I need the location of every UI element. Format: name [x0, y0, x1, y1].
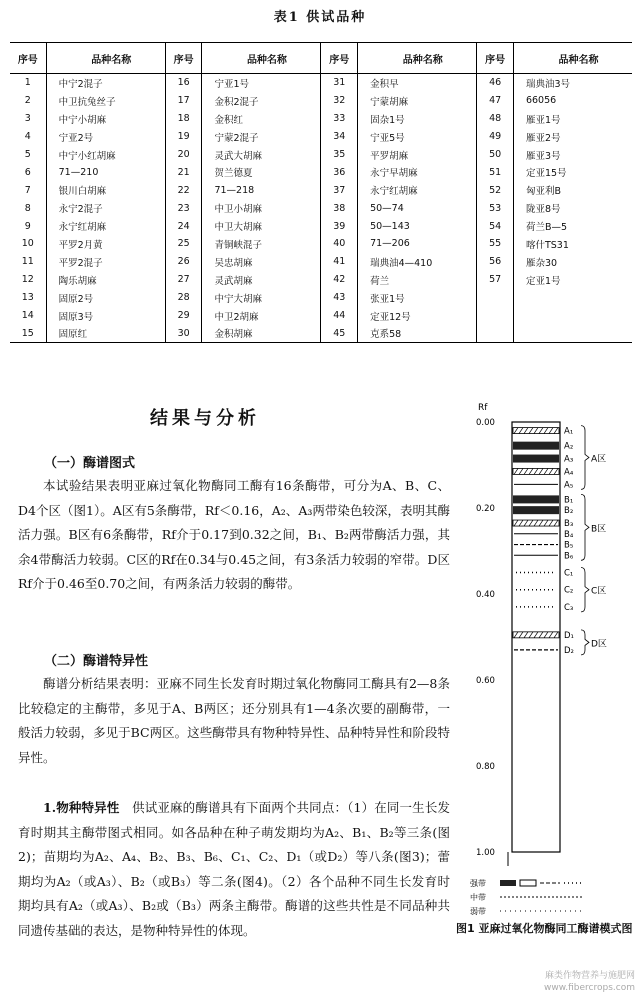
- watermark-line: 麻类作物营养与施肥网: [544, 971, 635, 981]
- cell-variety: 50—143: [358, 217, 477, 235]
- cell-number: 28: [165, 289, 202, 307]
- cell-number: 35: [321, 146, 358, 164]
- zone-label: D区: [591, 639, 607, 650]
- cell-number: 12: [21, 274, 34, 286]
- cell-number: 14: [21, 310, 34, 322]
- cell-number: 55: [477, 235, 514, 253]
- cell-variety: 中宁小胡麻: [46, 110, 165, 128]
- cell-variety: [513, 307, 632, 325]
- cell-number: 27: [165, 271, 202, 289]
- table-row: [10, 181, 632, 199]
- cell-number: 45: [321, 324, 358, 342]
- cell-variety: 灵武胡麻: [202, 271, 321, 289]
- cell-number: 29: [165, 307, 202, 325]
- cell-number: 46: [477, 74, 514, 92]
- column-header-number: 序号: [477, 43, 514, 74]
- axis-label: Rf: [478, 403, 488, 413]
- zone-bracket: [581, 568, 589, 612]
- cell-variety: 雁亚3号: [513, 146, 632, 164]
- cell-variety: 固杂1号: [358, 110, 477, 128]
- tick-label: 1.00: [476, 848, 495, 858]
- cell-number: 56: [477, 253, 514, 271]
- cell-number: 26: [165, 253, 202, 271]
- cell-number: 31: [321, 74, 358, 92]
- cell-number: 17: [165, 92, 202, 110]
- band-label: C₁: [564, 568, 574, 579]
- cell-variety: 金积2混子: [202, 92, 321, 110]
- watermark-line: www.fibercrops.com: [544, 983, 635, 993]
- cell-variety: 平罗2混子: [46, 253, 165, 271]
- band-strong: [513, 495, 559, 503]
- table-header-row: [10, 43, 632, 74]
- band-label: A₄: [564, 467, 574, 478]
- cell-variety: 喀什TS31: [513, 235, 632, 253]
- cell-number: [477, 324, 514, 342]
- cell-variety: 宁蒙胡麻: [358, 92, 477, 110]
- cell-number: 51: [477, 163, 514, 181]
- cell-variety: 银川白胡麻: [46, 181, 165, 199]
- zone-bracket: [581, 494, 589, 560]
- table-title: 表1 供试品种: [273, 10, 367, 25]
- tick-label: 0.60: [476, 676, 495, 686]
- band-label: B₅: [564, 540, 574, 551]
- table-row: [10, 163, 632, 181]
- cell-variety: 中宁大胡麻: [202, 289, 321, 307]
- cell-variety: 宁亚5号: [358, 128, 477, 146]
- cell-number: 11: [21, 256, 34, 268]
- paragraph-zymogram-specificity: 酶谱分析结果表明：亚麻不同生长发育时期过氧化物酶同工酶具有2—8条比较稳定的主酶带，多见于A、B两区；还分别具有1—4条次要的副酶带，一般活力较弱，多见于BC两区。这些酶带具有物种特异性、品种特异性和阶段特异性。: [18, 676, 450, 765]
- zymogram-diagram: [470, 400, 640, 920]
- paragraph-zymogram-pattern: 本试验结果表明亚麻过氧化物酶同工酶有16条酶带，可分为A、B、C、D4个区（图1）。A区有5条酶带，Rf＜0.16，A₂、A₃两带染色较深，表明其酶活力强。B区有6条酶带，Rf介于0.17到0.32之间，B₁、B₂两带酶活力强，其余4带酶活力较弱。C区的Rf在0.34与0.45之间，有3条活力较弱的窄带。D区Rf介于0.46至0.70之间，有两条活力较弱的酶带。: [18, 478, 450, 591]
- cell-variety: 永宁红胡麻: [358, 181, 477, 199]
- cell-number: 49: [477, 128, 514, 146]
- cell-number: 37: [321, 181, 358, 199]
- cell-number: 7: [24, 184, 31, 196]
- cell-variety: 固原3号: [46, 307, 165, 325]
- cell-number: 41: [321, 253, 358, 271]
- cell-number: 36: [321, 163, 358, 181]
- band-label: B₂: [564, 506, 574, 517]
- cell-variety: 71—210: [46, 163, 165, 181]
- table-row: [10, 74, 632, 92]
- cell-number: 19: [165, 128, 202, 146]
- cell-number: 18: [165, 110, 202, 128]
- cell-number: 47: [477, 92, 514, 110]
- cell-variety: 宁亚1号: [202, 74, 321, 92]
- band-label: A₁: [564, 426, 574, 437]
- cell-variety: 瑞典油3号: [513, 74, 632, 92]
- zone-label: C区: [591, 586, 607, 597]
- cell-number: 6: [24, 166, 31, 178]
- tick-label: 0.00: [476, 418, 495, 428]
- band-label: A₂: [564, 441, 574, 452]
- table-row: [10, 235, 632, 253]
- cell-variety: 永宁早胡麻: [358, 163, 477, 181]
- column-header-variety: 品种名称: [513, 43, 632, 74]
- cell-variety: 雁亚2号: [513, 128, 632, 146]
- band-label: B₆: [564, 551, 574, 562]
- cell-variety: 陇亚8号: [513, 199, 632, 217]
- cell-number: 38: [321, 199, 358, 217]
- cell-number: 34: [321, 128, 358, 146]
- table-body: [10, 74, 632, 343]
- legend-label: 中带: [470, 893, 486, 902]
- cell-variety: 匈亚利B: [513, 181, 632, 199]
- cell-variety: 中宁2混子: [46, 74, 165, 92]
- cell-number: 24: [165, 217, 202, 235]
- band-label: B₃: [564, 519, 574, 530]
- cell-number: 25: [165, 235, 202, 253]
- cell-number: 33: [321, 110, 358, 128]
- band-label: B₄: [564, 529, 574, 540]
- zone-label: B区: [591, 524, 607, 535]
- cell-variety: 雁杂30: [513, 253, 632, 271]
- band-label: A₃: [564, 454, 574, 465]
- band-strong: [513, 455, 559, 463]
- cell-number: 50: [477, 146, 514, 164]
- legend-label: 强带: [470, 879, 486, 888]
- cell-number: 53: [477, 199, 514, 217]
- table-row: [10, 110, 632, 128]
- table-row: [10, 199, 632, 217]
- table-row: [10, 324, 632, 342]
- cell-number: 10: [21, 238, 34, 250]
- cell-number: 48: [477, 110, 514, 128]
- table-row: [10, 217, 632, 235]
- cell-variety: 灵武大胡麻: [202, 146, 321, 164]
- cell-variety: 平罗2月黄: [46, 235, 165, 253]
- table-row: [10, 253, 632, 271]
- cell-number: 13: [21, 292, 34, 304]
- tick-label: 0.20: [476, 504, 495, 514]
- cell-variety: 中卫小胡麻: [202, 199, 321, 217]
- cell-number: 43: [321, 289, 358, 307]
- cell-variety: 固原2号: [46, 289, 165, 307]
- cell-variety: 永宁2混子: [46, 199, 165, 217]
- column-header-number: 序号: [321, 43, 358, 74]
- cell-variety: 71—206: [358, 235, 477, 253]
- cell-variety: 50—74: [358, 199, 477, 217]
- cell-variety: 青铜峡混子: [202, 235, 321, 253]
- cell-variety: 宁蒙2混子: [202, 128, 321, 146]
- cell-variety: 中卫抗兔丝子: [46, 92, 165, 110]
- band-label: C₃: [564, 602, 574, 613]
- cell-variety: 荷兰B—5: [513, 217, 632, 235]
- cell-variety: 宁亚2号: [46, 128, 165, 146]
- cell-number: 44: [321, 307, 358, 325]
- cell-variety: 66056: [513, 92, 632, 110]
- subheading-zymogram-pattern: （一）酶谱图式: [44, 456, 136, 471]
- cell-number: 15: [10, 324, 46, 342]
- zone-bracket: [581, 630, 589, 655]
- cell-variety: 雁亚1号: [513, 110, 632, 128]
- table-row: [10, 307, 632, 325]
- cell-number: 3: [24, 113, 31, 125]
- cell-variety: 定亚12号: [358, 307, 477, 325]
- band-label: D₂: [564, 645, 574, 656]
- section-title: 结果与分析: [150, 408, 260, 429]
- cell-variety: [513, 324, 632, 342]
- column-header-number: 序号: [165, 43, 202, 74]
- column-header-variety: 品种名称: [358, 43, 477, 74]
- cell-number: 5: [24, 149, 31, 160]
- zymogram-figure: [470, 400, 640, 960]
- watermark: [510, 970, 635, 994]
- cell-number: 30: [165, 324, 202, 342]
- band-strong: [513, 442, 559, 450]
- band-strong: [513, 506, 559, 514]
- cell-variety: 中宁小红胡麻: [46, 146, 165, 164]
- cell-variety: 瑞典油4—410: [358, 253, 477, 271]
- table-row: [10, 146, 632, 164]
- cell-number: 1: [24, 77, 31, 89]
- figure-caption: 图1 亚麻过氧化物酶同工酶谱模式图: [456, 922, 633, 935]
- cell-number: 8: [24, 202, 31, 214]
- cell-variety: 中卫大胡麻: [202, 217, 321, 235]
- cell-number: 42: [321, 271, 358, 289]
- cell-variety: 金积红: [202, 110, 321, 128]
- cell-number: 23: [165, 199, 202, 217]
- cell-number: 20: [165, 146, 202, 164]
- varieties-table: [10, 42, 632, 343]
- cell-number: 16: [165, 74, 202, 92]
- zone-bracket: [581, 426, 589, 490]
- band-label: B₁: [564, 495, 574, 506]
- cell-number: 57: [477, 271, 514, 289]
- zone-label: A区: [591, 454, 607, 465]
- band-label: A₅: [564, 480, 574, 491]
- cell-number: 32: [321, 92, 358, 110]
- cell-number: 52: [477, 181, 514, 199]
- cell-variety: 吴忠胡麻: [202, 253, 321, 271]
- cell-number: 54: [477, 217, 514, 235]
- cell-variety: 克系58: [358, 324, 477, 342]
- table-row: [10, 289, 632, 307]
- legend-label: 弱带: [470, 907, 486, 916]
- cell-variety: 永宁红胡麻: [46, 217, 165, 235]
- column-header-variety: 品种名称: [202, 43, 321, 74]
- cell-variety: 定亚1号: [513, 271, 632, 289]
- legend-swatch-strong: [500, 880, 516, 886]
- cell-variety: 定亚15号: [513, 163, 632, 181]
- cell-number: 40: [321, 235, 358, 253]
- subheading-zymogram-specificity: （二）酶谱特异性: [44, 654, 149, 669]
- paragraph-lead: 1.物种特异性: [43, 800, 120, 815]
- cell-number: 9: [24, 220, 31, 232]
- cell-variety: 陶乐胡麻: [46, 271, 165, 289]
- cell-number: 39: [321, 217, 358, 235]
- cell-variety: 中卫2胡麻: [202, 307, 321, 325]
- paragraph-body: 供试亚麻的酶谱具有下面两个共同点：（1）在同一生长发育时期其主酶带图式相同。如各品种在种子萌发期均为A₂、B₁、B₂等三条(图2)；苗期均为A₂、A₄、B₂、B₃、B₆、C₁、C₂、D₁（或D₂）等八条(图3)；蕾期均为A₂（或A₃）、B₂（或B₃）等二条(图4)。（2）各个品种不同生长发育时期均具有A₂（或A₃）、B₂或（B₃）两条主酶带。酶谱的这些共性是不同品种共同遗传基础的表达，是物种特异性的体现。: [18, 800, 450, 938]
- table-row: [10, 271, 632, 289]
- cell-number: 4: [24, 131, 31, 143]
- tick-label: 0.40: [476, 590, 495, 600]
- cell-variety: 荷兰: [358, 271, 477, 289]
- cell-variety: 固原红: [46, 324, 165, 342]
- table-row: [10, 92, 632, 110]
- cell-variety: 金积胡麻: [202, 324, 321, 342]
- cell-variety: 71—218: [202, 181, 321, 199]
- cell-variety: 金积早: [358, 74, 477, 92]
- cell-variety: [513, 289, 632, 307]
- cell-number: 21: [165, 163, 202, 181]
- legend-swatch-medium: [520, 880, 536, 886]
- band-label: C₂: [564, 585, 574, 596]
- column-header-number: 序号: [10, 43, 46, 74]
- cell-number: [477, 289, 514, 307]
- paragraph-species-specificity: [18, 796, 450, 943]
- cell-number: 2: [24, 95, 31, 107]
- band-label: D₁: [564, 630, 574, 641]
- cell-variety: 平罗胡麻: [358, 146, 477, 164]
- column-header-variety: 品种名称: [46, 43, 165, 74]
- cell-number: 22: [165, 181, 202, 199]
- cell-variety: 张亚1号: [358, 289, 477, 307]
- cell-number: [477, 307, 514, 325]
- table-row: [10, 128, 632, 146]
- cell-variety: 贺兰德夏: [202, 163, 321, 181]
- tick-label: 0.80: [476, 762, 495, 772]
